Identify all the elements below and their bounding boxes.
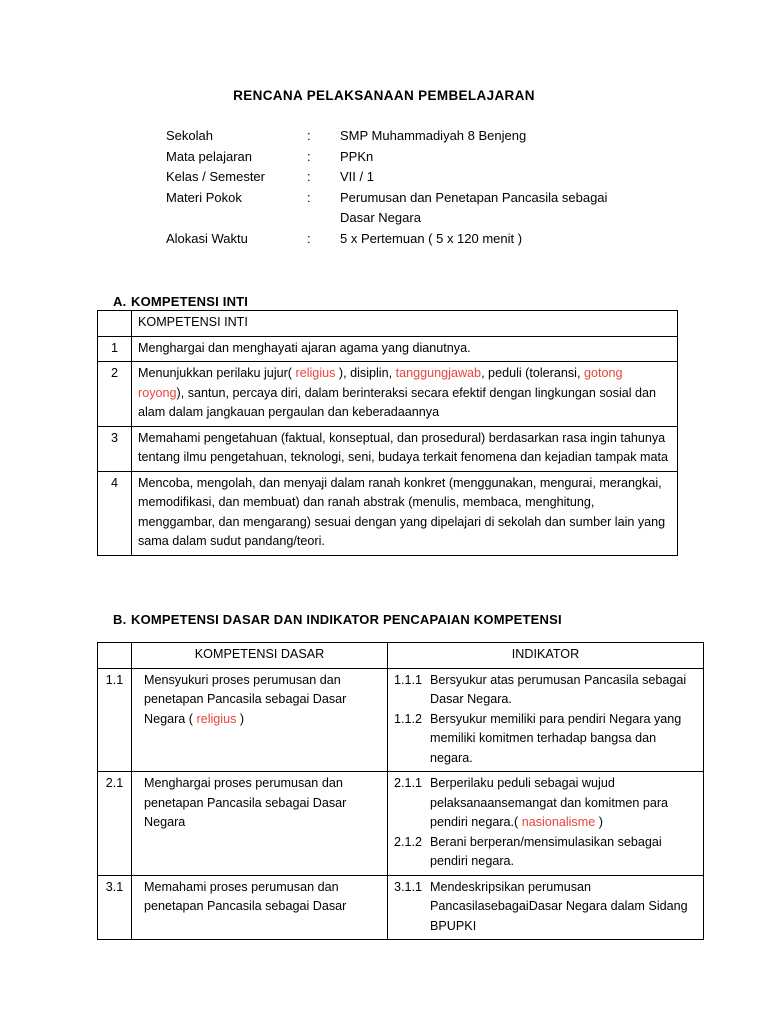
identity-colon: : <box>307 128 311 143</box>
identity-value: SMP Muhammadiyah 8 Benjeng <box>340 128 527 143</box>
ind-highlight-1: nasionalisme <box>521 815 596 829</box>
indicator-item <box>394 671 697 710</box>
table-row <box>98 362 678 427</box>
identity-row <box>166 188 686 209</box>
indicator-item <box>394 833 697 872</box>
identity-colon: : <box>307 169 311 184</box>
ki-text-0: Menghargai dan menghayati ajaran agama yang dianutnya. <box>138 340 471 355</box>
identity-label: Kelas / Semester <box>166 169 265 184</box>
header-kompetensi-dasar: KOMPETENSI DASAR <box>132 643 388 669</box>
indicator-text <box>430 878 695 937</box>
section-a-heading-text: KOMPETENSI INTI <box>131 294 249 309</box>
kd-text-0: Menghargai proses perumusan dan penetapan Pancasila sebagai Dasar Negara <box>144 776 347 829</box>
ki-text-0: Menunjukkan perilaku jujur( <box>138 366 296 380</box>
ind-text-0: Berperilaku peduli sebagai wujud pelaksanaansemangat dan komitmen para pendiri negara.( <box>430 776 669 829</box>
ki-text-0: Mencoba, mengolah, dan menyaji dalam ranah konkret (menggunakan, mengurai, merangkai, memodifikasi, dan membuat) dan ranah abstrak (menulis, membaca, menghitung, menggambar, dan mengarang) sesuai dengan yang dipelajari di sekolah dan sumber lain yang sama dalam sudut pandang/teori. <box>138 475 666 548</box>
identity-value: PPKn <box>340 148 374 164</box>
kd-highlight-1: religius <box>196 711 237 726</box>
identity-label: Materi Pokok <box>166 189 242 205</box>
indicator-number: 1.1.1 <box>394 672 423 687</box>
kompetensi-inti-cell <box>132 362 678 427</box>
header-indikator: INDIKATOR <box>388 643 704 669</box>
identity-row <box>166 229 686 250</box>
row-code: 2.1 <box>98 772 132 876</box>
ind-text-0: Berani berperan/mensimulasikan sebagai pendiri negara. <box>430 834 662 868</box>
kompetensi-dasar-cell <box>132 668 388 772</box>
table-row <box>98 668 704 772</box>
indicator-item <box>394 774 697 833</box>
ki-text-0: Memahami pengetahuan (faktual, konseptual, dan prosedural) berdasarkan rasa ingin tahunya tentang ilmu pengetahuan, teknologi, seni, budaya terkait fenomena dan kejadian tampak mata <box>138 430 668 464</box>
table-row <box>98 471 678 555</box>
indicator-text <box>430 833 695 872</box>
ki-highlight-1: religius <box>295 366 336 380</box>
ind-text-0: Bersyukur memiliki para pendiri Negara yang memiliki komitmen terhadap bangsa dan negara. <box>430 711 682 765</box>
kompetensi-inti-thead <box>98 311 678 337</box>
table-row <box>98 426 678 471</box>
document-identity-block <box>166 126 686 249</box>
indicator-number: 2.1.2 <box>394 834 423 849</box>
indikator-cell <box>388 668 704 772</box>
table-row <box>98 772 704 876</box>
row-number: 4 <box>98 471 132 555</box>
indicator-text <box>430 774 695 833</box>
section-b-letter: B. <box>113 612 127 627</box>
kompetensi-inti-cell <box>132 471 678 555</box>
table-row <box>98 336 678 362</box>
identity-value: VII / 1 <box>340 169 374 184</box>
header-kompetensi-inti: KOMPETENSI INTI <box>132 311 678 337</box>
section-a-letter: A. <box>113 294 127 309</box>
kd-text-2: ) <box>236 711 245 726</box>
ki-highlight-5: gotong royong <box>138 366 623 400</box>
indicator-number: 1.1.2 <box>394 711 423 726</box>
row-number: 3 <box>98 426 132 471</box>
ki-text-2: ), disiplin, <box>335 366 396 380</box>
kompetensi-dasar-cell <box>132 875 388 940</box>
identity-colon: : <box>307 189 311 205</box>
indicator-number: 2.1.1 <box>394 776 423 790</box>
ind-text-0: Mendeskripsikan perumusan PancasilasebagaiDasar Negara dalam Sidang BPUPKI <box>430 879 688 933</box>
identity-row <box>166 147 686 168</box>
row-code: 3.1 <box>98 875 132 940</box>
identity-row <box>166 126 686 147</box>
section-b-heading-text: KOMPETENSI DASAR DAN INDIKATOR PENCAPAIAN KOMPETENSI <box>131 612 562 627</box>
kompetensi-inti-tbody <box>98 336 678 555</box>
indikator-cell <box>388 772 704 876</box>
kompetensi-inti-table <box>97 310 678 556</box>
ki-highlight-3: tanggungjawab <box>395 366 482 380</box>
table-header-row <box>98 311 678 337</box>
page-title: RENCANA PELAKSANAAN PEMBELAJARAN <box>233 88 535 103</box>
header-num <box>98 311 132 337</box>
indicator-number: 3.1.1 <box>394 879 423 894</box>
identity-value: 5 x Pertemuan ( 5 x 120 menit ) <box>340 230 523 246</box>
identity-label: Mata pelajaran <box>166 148 252 164</box>
identity-colon: : <box>307 230 311 246</box>
row-number: 1 <box>98 336 132 362</box>
identity-row <box>166 167 686 188</box>
indicator-text <box>430 671 695 710</box>
identity-label: Sekolah <box>166 128 213 143</box>
ind-text-0: Bersyukur atas perumusan Pancasila sebagai Dasar Negara. <box>430 672 687 706</box>
identity-value-continuation: Dasar Negara <box>340 210 421 225</box>
indikator-cell <box>388 875 704 940</box>
ki-text-6: ), santun, percaya diri, dalam berinteraksi secara efektif dengan lingkungan sosial dan alam dalam jangkauan pergaulan dan keberadaannya <box>138 385 657 419</box>
indicator-text <box>430 710 695 769</box>
identity-colon: : <box>307 148 311 164</box>
ki-text-4: , peduli (toleransi, <box>481 366 584 380</box>
identity-value: Perumusan dan Penetapan Pancasila sebagai <box>340 189 608 205</box>
row-number: 2 <box>98 362 132 427</box>
kompetensi-dasar-thead <box>98 643 704 669</box>
table-row <box>98 875 704 940</box>
identity-label: Alokasi Waktu <box>166 230 248 246</box>
kompetensi-inti-cell <box>132 426 678 471</box>
kd-text-0: Mensyukuri proses perumusan dan penetapan Pancasila sebagai Dasar Negara ( <box>144 672 347 726</box>
kompetensi-dasar-cell <box>132 772 388 876</box>
header-no <box>98 643 132 669</box>
kompetensi-dasar-table <box>97 642 704 940</box>
section-a-heading <box>113 294 248 309</box>
kompetensi-dasar-tbody <box>98 668 704 940</box>
kd-text-0: Memahami proses perumusan dan penetapan Pancasila sebagai Dasar <box>144 879 347 913</box>
row-code: 1.1 <box>98 668 132 772</box>
ind-text-2: ) <box>595 815 603 829</box>
indicator-item <box>394 878 697 937</box>
table-header-row <box>98 643 704 669</box>
indicator-item <box>394 710 697 769</box>
section-b-heading <box>113 612 562 627</box>
kompetensi-inti-cell <box>132 336 678 362</box>
